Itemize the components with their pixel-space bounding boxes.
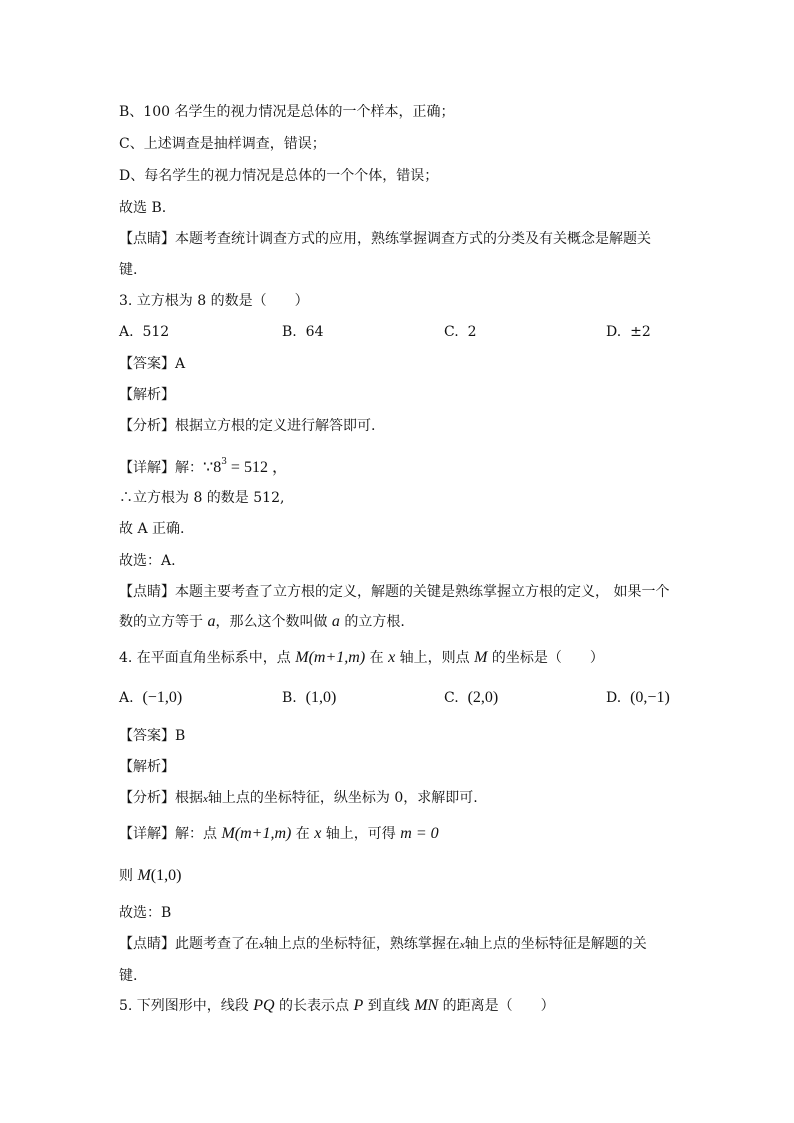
- q4-detail-text-b: 在: [291, 826, 315, 842]
- q4-fenxi-x: x: [203, 793, 208, 805]
- q4-detail-text-a: 【详解】解：点: [119, 826, 222, 842]
- q4-option-c-label: C.: [444, 690, 459, 706]
- q4-comment-text-a: 【点睛】此题考查了在: [119, 936, 259, 952]
- q2-option-d-explanation: D、每名学生的视力情况是总体的一个个体，错误；: [119, 168, 439, 184]
- q3-choose: 故选：A.: [119, 553, 176, 569]
- q5-stem-P: P: [353, 997, 364, 1014]
- q4-detail-equation: m = 0: [400, 825, 439, 842]
- q5-stem-text-b: 的长表示点: [274, 998, 354, 1014]
- q4-comment-line1: [119, 934, 647, 955]
- q4-option-d: [606, 688, 670, 708]
- q4-option-a-value: (−1,0): [142, 689, 183, 706]
- q5-stem-text-d: 的距离是（ ）: [438, 998, 555, 1014]
- q5-stem-PQ: PQ: [253, 997, 275, 1014]
- q3-comment-text-c: 的立方根.: [339, 614, 405, 630]
- q4-then-text: 则: [119, 868, 138, 884]
- q4-fenxi-text-a: 【分析】根据: [119, 790, 203, 806]
- q3-analysis-heading: 【解析】: [119, 387, 175, 403]
- q4-stem-text-d: 的坐标是（ ）: [487, 650, 604, 666]
- q3-option-c-value: 2: [467, 324, 477, 340]
- q3-comment-var-a1: a: [207, 613, 216, 630]
- q4-option-d-label: D.: [606, 690, 622, 706]
- q4-option-a-label: A.: [119, 690, 134, 706]
- q3-comment-var-a2: a: [331, 613, 340, 630]
- q4-then-M: M: [137, 867, 151, 884]
- q2-comment-line2: 键.: [119, 262, 138, 278]
- q3-detail-exponent: 3: [221, 457, 227, 467]
- q3-stem: 3. 立方根为 8 的数是（ ）: [119, 293, 309, 309]
- q3-option-d: [606, 322, 651, 342]
- q3-option-a: [119, 322, 169, 342]
- q4-stem-text-a: 4. 在平面直角坐标系中，点: [119, 650, 296, 666]
- q4-option-c: [444, 688, 498, 708]
- q4-answer: 【答案】B: [119, 728, 186, 744]
- q3-option-d-value: ±2: [630, 324, 651, 340]
- q3-so: 故 A 正确.: [119, 521, 185, 537]
- q3-answer: 【答案】A: [119, 356, 186, 372]
- q3-comment-line1: 【点睛】本题主要考查了立方根的定义，解题的关键是熟练掌握立方根的定义， 如果一个: [119, 584, 670, 600]
- q4-detail-coord: (m+1,m): [234, 825, 292, 842]
- q3-comment-text-b: ，那么这个数叫做: [215, 614, 332, 630]
- q3-option-a-label: A.: [119, 324, 134, 340]
- q5-stem-text-c: 到直线: [363, 998, 415, 1014]
- q3-detail: [119, 452, 288, 478]
- q3-option-d-label: D.: [606, 324, 622, 340]
- q4-comment-x1: x: [259, 939, 264, 951]
- q3-detail-base: 8: [213, 459, 222, 476]
- q2-comment-line1: 【点睛】本题考查统计调查方式的应用，熟练掌握调查方式的分类及有关概念是解题关: [119, 231, 651, 247]
- q3-therefore: ∴立方根为 8 的数是 512,: [119, 490, 285, 506]
- because-symbol: ∵: [203, 459, 214, 476]
- q3-option-b: [282, 322, 323, 342]
- q4-fenxi: [119, 788, 478, 809]
- q2-choose: 故选 B.: [119, 200, 167, 216]
- q5-stem: [119, 996, 555, 1016]
- q4-option-c-value: (2,0): [467, 689, 499, 706]
- q4-option-d-value: (0,−1): [630, 689, 670, 706]
- q4-option-a: [119, 688, 182, 708]
- q4-then: [119, 866, 181, 886]
- q4-analysis-heading: 【解析】: [119, 759, 175, 775]
- q2-option-c-explanation: C、上述调查是抽样调查，错误；: [119, 136, 326, 152]
- q4-comment-text-c: 轴上点的坐标特征是解题的关: [464, 936, 647, 952]
- q3-option-c: [444, 322, 477, 342]
- q2-option-b-explanation: B、100 名学生的视力情况是总体的一个样本，正确；: [119, 104, 455, 120]
- q4-detail-text-c: 轴上，可得: [321, 826, 401, 842]
- q4-detail: [119, 824, 439, 844]
- q3-option-c-label: C.: [444, 324, 459, 340]
- q4-option-b: [282, 688, 336, 708]
- q5-stem-MN: MN: [414, 997, 439, 1014]
- q4-stem-x: x: [388, 649, 396, 666]
- q5-stem-text-a: 5. 下列图形中，线段: [119, 998, 254, 1014]
- q3-option-b-label: B.: [282, 324, 297, 340]
- q3-option-a-value: 512: [142, 324, 170, 340]
- q4-comment-x2: x: [459, 939, 465, 951]
- q3-option-b-value: 64: [305, 324, 324, 340]
- q4-comment-text-b: 轴上点的坐标特征，熟练掌握在: [263, 936, 460, 952]
- q4-choose: 故选：B: [119, 905, 172, 921]
- q4-stem: [119, 648, 604, 668]
- q3-comment-line2: [119, 612, 405, 632]
- q4-option-b-value: (1,0): [305, 689, 337, 706]
- q4-option-b-label: B.: [282, 690, 297, 706]
- q4-fenxi-text-b: 轴上点的坐标特征，纵坐标为 0，求解即可.: [207, 790, 478, 806]
- q3-detail-prefix: 【详解】解：: [119, 460, 203, 476]
- q4-stem-text-c: 轴上，则点: [395, 650, 475, 666]
- q4-detail-x: x: [314, 825, 322, 842]
- q4-detail-M: M: [221, 825, 235, 842]
- q3-comment-text-a: 数的立方等于: [119, 614, 208, 630]
- q4-stem-coord: (m+1,m): [308, 649, 366, 666]
- q4-stem-text-b: 在: [365, 650, 389, 666]
- q4-then-coord: (1,0): [150, 867, 182, 884]
- q4-comment-line2: 键.: [119, 968, 138, 984]
- q3-fenxi: 【分析】根据立方根的定义进行解答即可.: [119, 418, 376, 434]
- q3-detail-rest: = 512 ，: [226, 459, 288, 476]
- q4-stem-M: M: [295, 649, 309, 666]
- q4-stem-M2: M: [474, 649, 488, 666]
